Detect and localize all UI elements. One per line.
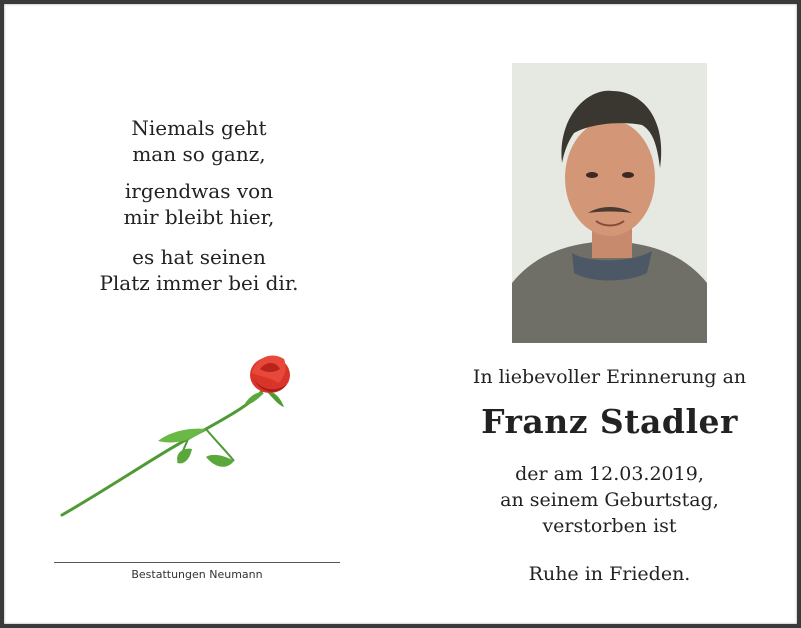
portrait-photo [512,63,707,343]
divider [54,562,340,563]
memorial-intro: In liebevoller Erinnerung an [472,366,747,388]
detail-line: an seinem Geburtstag, [500,489,719,511]
funeral-home-label: Bestattungen Neumann [131,568,263,581]
detail-line: der am 12.03.2019, [515,463,704,485]
poem-stanza-2 [44,178,354,230]
poem-stanza-1 [44,115,354,167]
rose-illustration [56,349,306,524]
memorial-details [422,461,797,539]
poem-line: Platz immer bei dir. [99,271,299,295]
poem-stanza-3 [44,244,354,296]
poem-line: Niemals geht [131,116,267,140]
poem-line: es hat seinen [132,245,266,269]
poem-line: irgendwas von [124,179,274,203]
detail-line: verstorben ist [542,515,677,537]
closing-text: Ruhe in Frieden. [528,563,691,585]
poem-line: mir bleibt hier, [123,205,275,229]
deceased-name: Franz Stadler [481,402,738,441]
memorial-card [4,4,797,624]
poem-line: man so ganz, [132,142,266,166]
